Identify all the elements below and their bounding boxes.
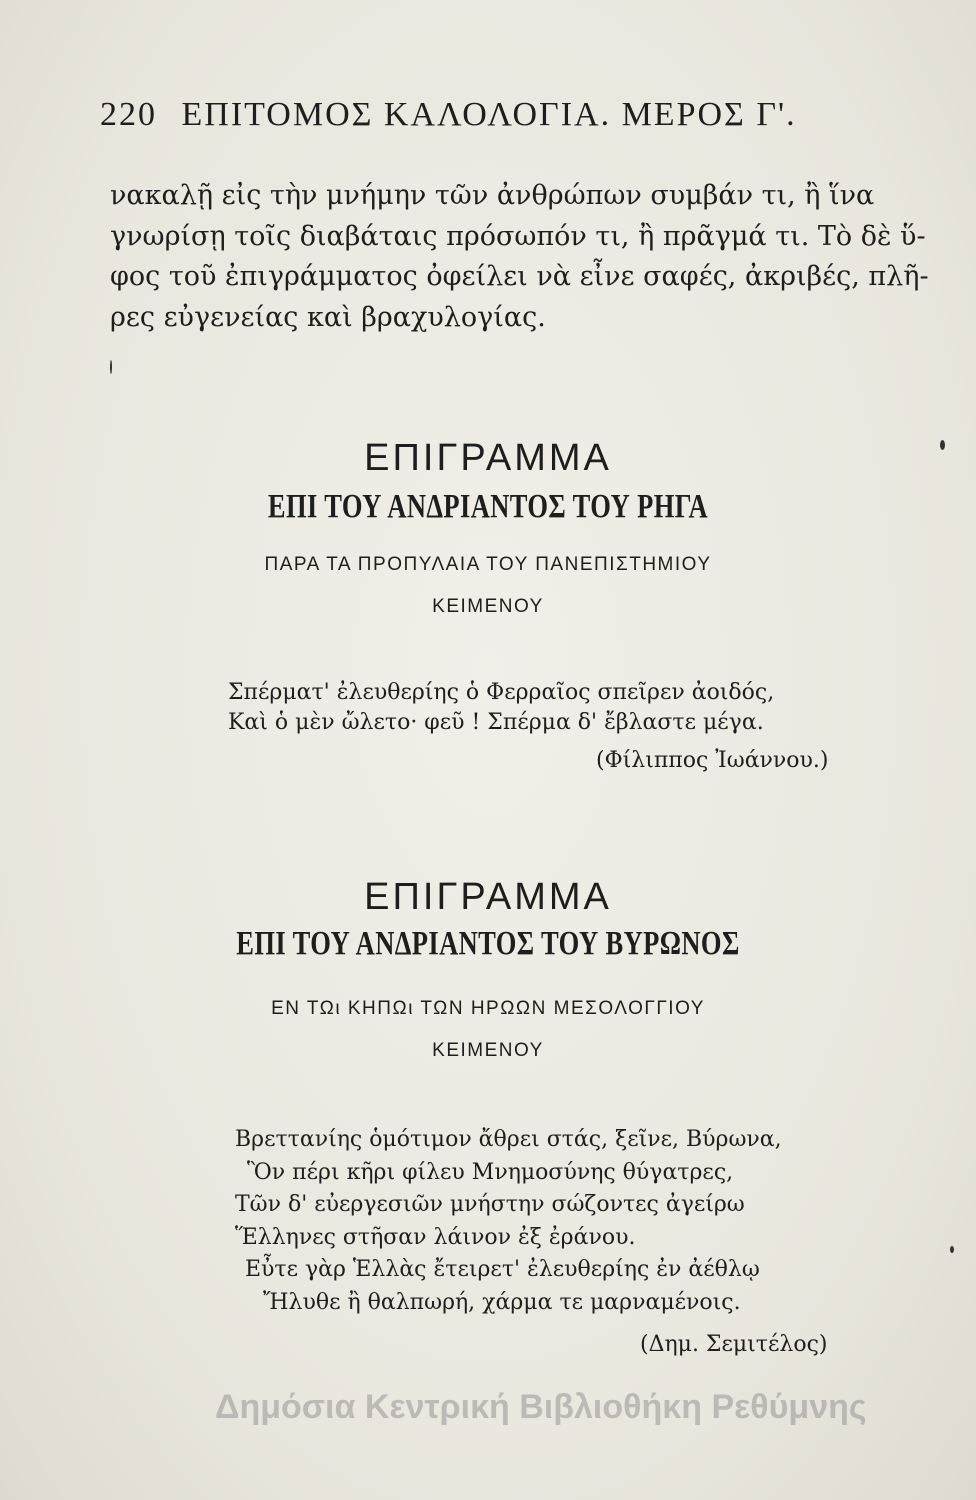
scan-speck xyxy=(110,360,112,374)
page-number: 220 xyxy=(100,96,157,133)
epigram1-subtitle: ΠΑΡΑ ΤΑ ΠΡΟΠΥΛΑΙΑ ΤΟΥ ΠΑΝΕΠΙΣΤΗΜΙΟΥ xyxy=(264,554,712,575)
epigram2-title: ΕΠΙ ΤΟΥ ΑΝΔΡΙΑΝΤΟΣ ΤΟΥ ΒΥΡΩΝΟΣ xyxy=(236,925,740,962)
running-title: ΕΠΙΤΟΜΟΣ ΚΑΛΟΛΟΓΙΑ. ΜΕΡΟΣ Γ'. xyxy=(181,96,797,133)
epigram2-verse xyxy=(235,1124,782,1319)
epigram1-label: ΚΕΙΜΕΝΟΥ xyxy=(432,596,544,617)
epigram1-heading: ΕΠΙΓΡΑΜΜΑ xyxy=(364,437,612,479)
verse-line: Εὖτε γὰρ Ἑλλὰς ἔτειρετ' ἐλευθερίης ἐν ἀέθλῳ xyxy=(245,1257,760,1282)
intro-line: φος τοῦ ἐπιγράμματος ὀφείλει νὰ εἶνε σαφές, ἀκριβές, πλῆ- xyxy=(110,261,929,292)
epigram2-subtitle: ΕΝ ΤΩι ΚΗΠΩι ΤΩΝ ΗΡΩΩΝ ΜΕΣΟΛΟΓΓΙΟΥ xyxy=(271,998,705,1019)
epigram2-label: ΚΕΙΜΕΝΟΥ xyxy=(432,1040,544,1061)
epigram1-verse xyxy=(228,678,774,738)
epigram1-author: (Φίλιππος Ἰωάννου.) xyxy=(596,748,829,773)
intro-line: γνωρίσῃ τοῖς διαβάταις πρόσωπόν τι, ἢ πρᾶγμά τι. Τὸ δὲ ὕ- xyxy=(110,220,926,252)
verse-line: Σπέρματ' ἐλευθερίης ὁ Φερραῖος σπεῖρεν ἀοιδός, xyxy=(228,680,775,705)
verse-line: Βρεττανίης ὁμότιμον ἄθρει στάς, ξεῖνε, Βύρωνα, xyxy=(235,1127,782,1152)
verse-line: Τῶν δ' εὐεργεσιῶν μνήστην σώζοντες ἀγείρω xyxy=(235,1192,745,1217)
verse-line: Ὃν πέρι κῆρι φίλευ Μνημοσύνης θύγατρες, xyxy=(247,1159,734,1185)
verse-line: Ἕλληνες στῆσαν λάινον ἐξ ἐράνου. xyxy=(235,1224,636,1250)
verse-line: Ἤλυθε ἢ θαλπωρή, χάρμα τε μαρναμένοις. xyxy=(263,1289,741,1315)
intro-line: ρες εὐγενείας καὶ βραχυλογίας. xyxy=(110,301,546,333)
running-head xyxy=(100,96,870,134)
epigram2-heading: ΕΠΙΓΡΑΜΜΑ xyxy=(364,876,612,918)
epigram2-author: (Δημ. Σεμιτέλος) xyxy=(640,1332,828,1357)
library-watermark: Δημόσια Κεντρική Βιβλιοθήκη Ρεθύμνης xyxy=(215,1388,867,1426)
epigram1-title: ΕΠΙ ΤΟΥ ΑΝΔΡΙΑΝΤΟΣ ΤΟΥ ΡΗΓΑ xyxy=(267,488,709,525)
scan-speck xyxy=(940,440,945,450)
verse-line: Καὶ ὁ μὲν ὤλετο· φεῦ ! Σπέρμα δ' ἔβλαστε μέγα. xyxy=(228,710,764,735)
intro-paragraph xyxy=(110,176,929,338)
intro-line: νακαλῇ εἰς τὴν μνήμην τῶν ἀνθρώπων συμβάν τι, ἢ ἵνα xyxy=(110,180,875,211)
scan-speck xyxy=(950,1246,954,1253)
